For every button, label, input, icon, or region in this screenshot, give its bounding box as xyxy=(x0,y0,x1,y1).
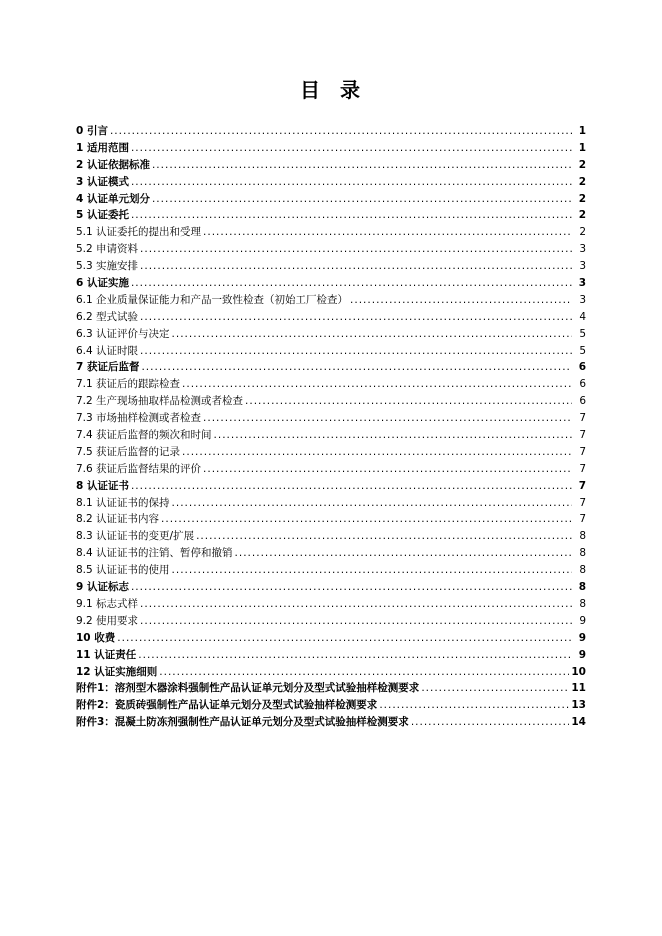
toc-entry-label: 5.3 实施安排 xyxy=(76,260,139,273)
toc-entry-label: 3 认证模式 xyxy=(76,175,129,188)
toc-entry-label: 5.2 申请资料 xyxy=(76,243,139,256)
toc-dot-leader xyxy=(140,309,572,326)
toc-entry-row xyxy=(76,343,586,360)
toc-dot-leader xyxy=(421,680,569,697)
toc-dot-leader xyxy=(161,511,572,528)
toc-entry-page: 7 xyxy=(579,429,586,442)
toc-dot-leader xyxy=(203,410,572,427)
toc-entry-page: 14 xyxy=(571,716,586,729)
toc-entry-label: 12 认证实施细则 xyxy=(76,665,158,678)
toc-entry-page: 7 xyxy=(579,445,586,458)
toc-entry-page: 8 xyxy=(579,547,586,560)
toc-entry-page: 10 xyxy=(571,665,586,678)
page-title: 目 录 xyxy=(300,78,362,102)
toc-entry-page: 4 xyxy=(579,310,586,323)
toc-entry-label: 5 认证委托 xyxy=(76,209,129,222)
toc-entry-label: 6.4 认证时限 xyxy=(76,344,139,357)
toc-entry-page: 3 xyxy=(579,243,586,256)
toc-entry-label: 8.3 认证证书的变更/扩展 xyxy=(76,530,195,543)
toc-entry-label: 6 认证实施 xyxy=(76,277,129,290)
toc-entry-label: 附件2：瓷质砖强制性产品认证单元划分及型式试验抽样检测要求 xyxy=(76,699,378,712)
toc-dot-leader xyxy=(196,528,572,545)
toc-dot-leader xyxy=(203,224,572,241)
toc-dot-leader xyxy=(138,647,572,664)
toc-entry-page: 6 xyxy=(578,361,586,374)
toc-entry-row xyxy=(76,275,586,292)
toc-dot-leader xyxy=(131,478,572,495)
toc-dot-leader xyxy=(140,596,572,613)
toc-entry-label: 8.5 认证证书的使用 xyxy=(76,564,170,577)
toc-dot-leader xyxy=(203,461,572,478)
toc-entry-page: 2 xyxy=(578,158,586,171)
toc-dot-leader xyxy=(131,207,572,224)
toc-dot-leader xyxy=(152,191,572,208)
toc-entry-row xyxy=(76,680,586,697)
toc-entry-label: 附件1：溶剂型木器涂料强制性产品认证单元划分及型式试验抽样检测要求 xyxy=(76,682,420,695)
toc-entry-page: 7 xyxy=(579,412,586,425)
toc-entry-row xyxy=(76,714,586,731)
toc-dot-leader xyxy=(152,157,572,174)
toc-entry-label: 8 认证证书 xyxy=(76,479,129,492)
toc-entry-row xyxy=(76,191,586,208)
toc-entry-page: 6 xyxy=(579,395,586,408)
toc-entry-row xyxy=(76,359,586,376)
toc-entry-row xyxy=(76,410,586,427)
toc-entry-label: 6.2 型式试验 xyxy=(76,310,139,323)
toc-entry-label: 10 收费 xyxy=(76,631,116,644)
toc-entry-row xyxy=(76,596,586,613)
toc-entry-label: 5.1 认证委托的提出和受理 xyxy=(76,226,202,239)
toc-dot-leader xyxy=(117,630,572,647)
toc-entry-label: 7.1 获证后的跟踪检查 xyxy=(76,378,181,391)
toc-entry-page: 8 xyxy=(578,581,586,594)
toc-entry-page: 11 xyxy=(571,682,586,695)
toc-dot-leader xyxy=(140,613,572,630)
toc-entry-row xyxy=(76,140,586,157)
toc-entry-label: 8.1 认证证书的保持 xyxy=(76,496,170,509)
toc-entry-page: 5 xyxy=(579,327,586,340)
toc-entry-label: 9.2 使用要求 xyxy=(76,614,139,627)
toc-entry-row xyxy=(76,393,586,410)
toc-entry-row xyxy=(76,461,586,478)
toc-entry-label: 6.1 企业质量保证能力和产品一致性检查（初始工厂检查） xyxy=(76,293,349,306)
toc-entry-page: 7 xyxy=(579,496,586,509)
toc-entry-row xyxy=(76,528,586,545)
toc-entry-row xyxy=(76,562,586,579)
toc-dot-leader xyxy=(140,258,572,275)
toc-entry-page: 8 xyxy=(579,597,586,610)
toc-dot-leader xyxy=(131,275,572,292)
toc-dot-leader xyxy=(172,562,572,579)
toc-dot-leader xyxy=(245,393,572,410)
toc-entry-page: 8 xyxy=(579,564,586,577)
toc-entry-page: 2 xyxy=(578,175,586,188)
toc-entry-row xyxy=(76,511,586,528)
toc-entry-page: 7 xyxy=(578,479,586,492)
toc-dot-leader xyxy=(182,444,572,461)
toc-entry-label: 1 适用范围 xyxy=(76,141,129,154)
toc-entry-label: 8.2 认证证书内容 xyxy=(76,513,160,526)
toc-entry-label: 4 认证单元划分 xyxy=(76,192,150,205)
toc-dot-leader xyxy=(140,343,572,360)
toc-entry-row xyxy=(76,157,586,174)
toc-entry-label: 7.6 获证后监督结果的评价 xyxy=(76,462,202,475)
toc-entry-row xyxy=(76,292,586,309)
toc-entry-label: 8.4 认证证书的注销、暂停和撤销 xyxy=(76,547,233,560)
toc-entry-row xyxy=(76,326,586,343)
toc-dot-leader xyxy=(350,292,572,309)
toc-entry-page: 3 xyxy=(578,277,586,290)
toc-entry-row xyxy=(76,647,586,664)
toc-entry-page: 3 xyxy=(579,260,586,273)
toc-dot-leader xyxy=(131,579,572,596)
toc-dot-leader xyxy=(411,714,570,731)
toc-entry-page: 2 xyxy=(578,209,586,222)
toc-entry-page: 9 xyxy=(579,614,586,627)
toc-entry-label: 7.5 获证后监督的记录 xyxy=(76,445,181,458)
toc-entry-row xyxy=(76,579,586,596)
toc-entry-row xyxy=(76,427,586,444)
toc-entry-page: 7 xyxy=(579,462,586,475)
toc-entry-label: 7 获证后监督 xyxy=(76,361,140,374)
toc-entry-row xyxy=(76,495,586,512)
toc-entry-label: 6.3 认证评价与决定 xyxy=(76,327,170,340)
toc-entry-row xyxy=(76,613,586,630)
toc-entry-page: 1 xyxy=(578,125,586,137)
toc-entry-row xyxy=(76,478,586,495)
toc-entry-row xyxy=(76,545,586,562)
toc-entry-label: 7.3 市场抽样检测或者检查 xyxy=(76,412,202,425)
toc-entry-row xyxy=(76,697,586,714)
toc-dot-leader xyxy=(182,376,572,393)
toc-entry-page: 3 xyxy=(579,293,586,306)
toc-entry-label: 2 认证依据标准 xyxy=(76,158,150,171)
toc-entry-row xyxy=(76,207,586,224)
toc-entry-label: 9 认证标志 xyxy=(76,581,129,594)
toc-list xyxy=(76,123,586,731)
toc-entry-page: 6 xyxy=(579,378,586,391)
toc-entry-label: 7.2 生产现场抽取样品检测或者检查 xyxy=(76,395,244,408)
toc-entry-page: 1 xyxy=(578,141,586,154)
toc-dot-leader xyxy=(235,545,572,562)
toc-dot-leader xyxy=(140,241,572,258)
toc-entry-page: 7 xyxy=(579,513,586,526)
toc-entry-row xyxy=(76,258,586,275)
toc-entry-row xyxy=(76,444,586,461)
toc-entry-row xyxy=(76,664,586,681)
toc-dot-leader xyxy=(379,697,569,714)
toc-entry-row xyxy=(76,630,586,647)
toc-entry-page: 2 xyxy=(578,192,586,205)
toc-dot-leader xyxy=(110,123,572,140)
toc-entry-page: 2 xyxy=(579,226,586,239)
toc-dot-leader xyxy=(159,664,569,681)
toc-dot-leader xyxy=(172,326,572,343)
toc-entry-page: 8 xyxy=(579,530,586,543)
toc-entry-page: 9 xyxy=(578,648,586,661)
toc-entry-label: 11 认证责任 xyxy=(76,648,137,661)
toc-dot-leader xyxy=(141,359,572,376)
toc-entry-row xyxy=(76,174,586,191)
toc-entry-label: 9.1 标志式样 xyxy=(76,597,139,610)
toc-entry-label: 0 引言 xyxy=(76,125,108,137)
toc-entry-row xyxy=(76,224,586,241)
toc-dot-leader xyxy=(131,174,572,191)
toc-entry-row xyxy=(76,309,586,326)
toc-entry-row xyxy=(76,123,586,140)
toc-entry-page: 13 xyxy=(571,699,586,712)
toc-entry-page: 5 xyxy=(579,344,586,357)
toc-entry-label: 7.4 获证后监督的频次和时间 xyxy=(76,429,212,442)
toc-entry-row xyxy=(76,241,586,258)
toc-dot-leader xyxy=(131,140,572,157)
toc-dot-leader xyxy=(214,427,572,444)
toc-entry-label: 附件3：混凝土防冻剂强制性产品认证单元划分及型式试验抽样检测要求 xyxy=(76,716,409,729)
toc-entry-page: 9 xyxy=(578,631,586,644)
toc-dot-leader xyxy=(172,495,572,512)
toc-entry-row xyxy=(76,376,586,393)
